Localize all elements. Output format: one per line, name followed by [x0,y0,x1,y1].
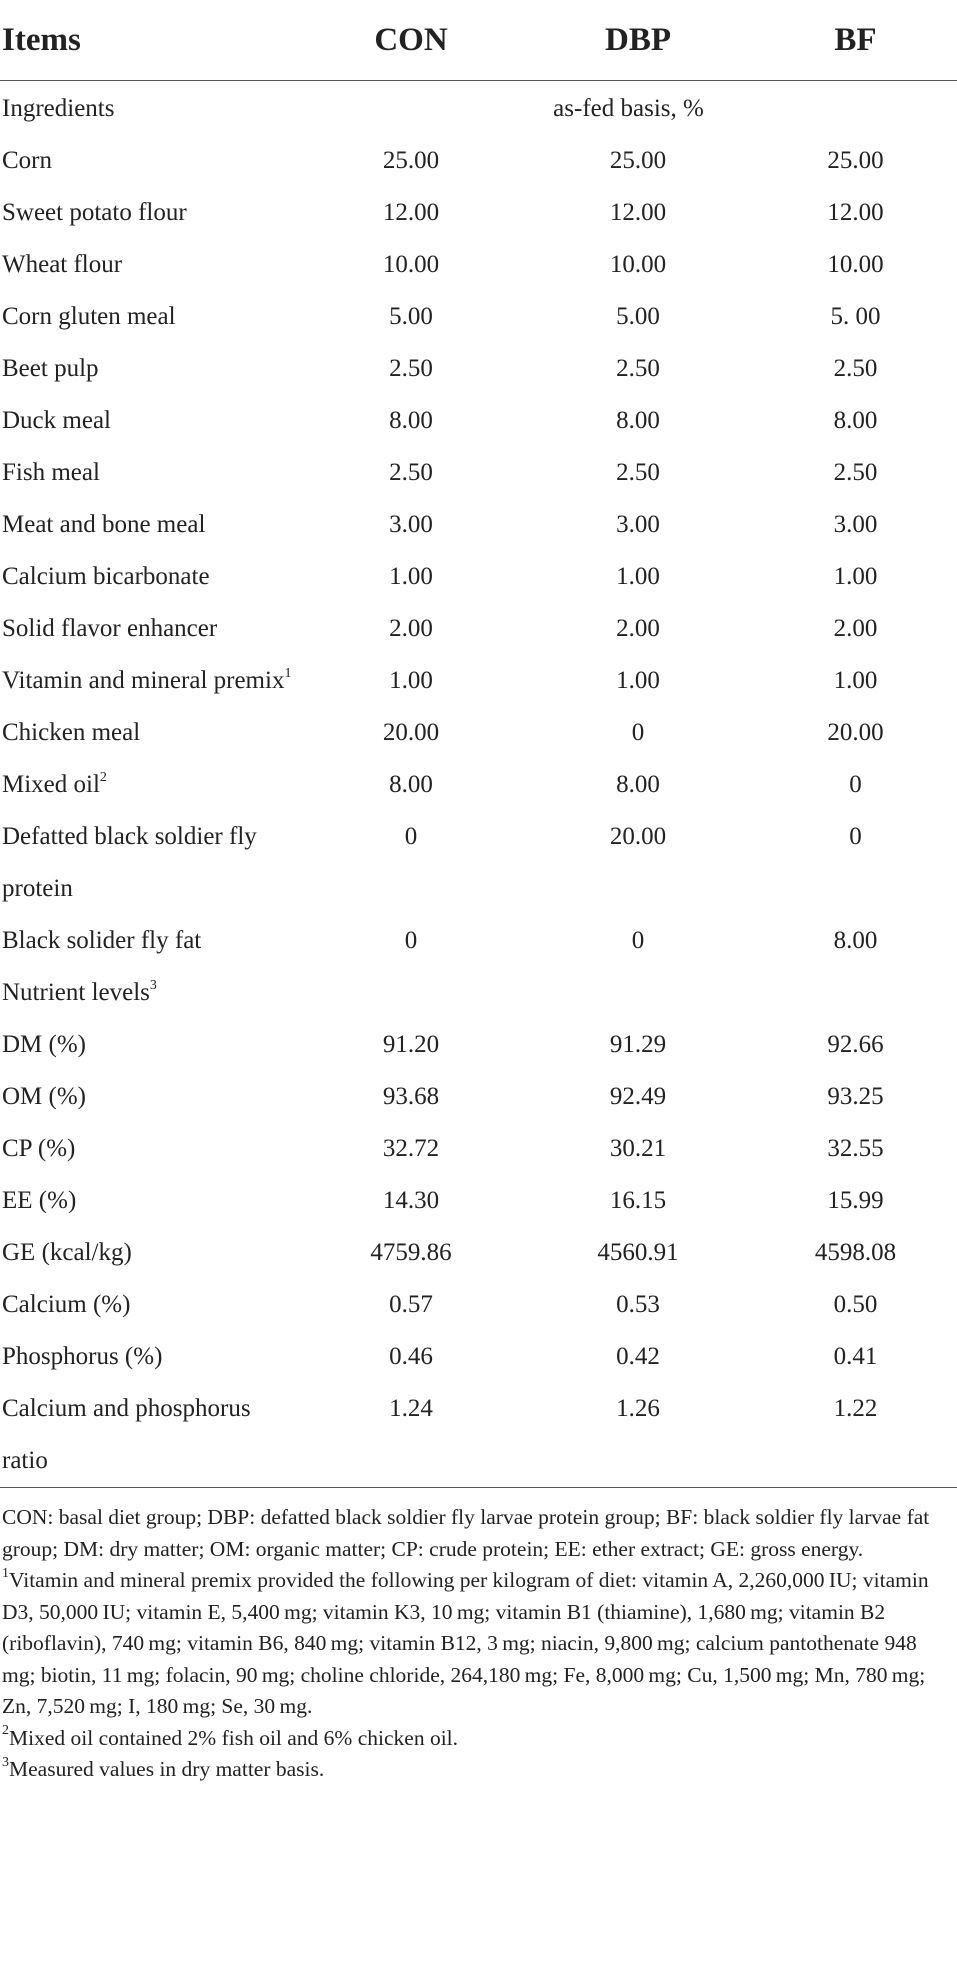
table-row [0,915,957,967]
footnote-marker: 1 [284,665,292,681]
cell-bf: 5. 00 [830,303,881,330]
row-label [0,291,300,343]
row-label-text: CP (%) [2,1135,76,1162]
cell-con: 8.00 [389,771,433,798]
row-label [0,343,300,395]
cell-dbp: 25.00 [609,147,667,174]
table-row [0,395,957,447]
row-label [0,603,300,655]
cell-bf: 92.66 [827,1031,884,1058]
footnote-3-marker: 3 [2,1754,9,1770]
footnote-2-marker: 2 [2,1723,9,1739]
table-header-row [0,0,957,81]
cell-bf: 2.50 [833,355,878,382]
cell-bf: 32.55 [827,1135,884,1162]
table-row [0,1071,957,1123]
cell-con: 3.00 [389,511,433,538]
cell-bf: 12.00 [827,199,884,226]
footnote-1 [2,1565,953,1723]
cell-con: 10.00 [382,251,440,278]
basis-label: as-fed basis, % [553,95,704,122]
cell-bf: 25.00 [827,147,884,174]
table-row [0,239,957,291]
cell-con: 2.00 [389,615,433,642]
cell-dbp: 1.00 [616,563,660,590]
table-body [0,81,957,1488]
cell-dbp: 8.00 [616,771,660,798]
row-label [0,655,300,707]
row-label [0,499,300,551]
cell-bf: 1.22 [833,1395,878,1422]
footnote-2-text: Mixed oil contained 2% fish oil and 6% chicken oil. [9,1725,459,1750]
row-label-text: Chicken meal [2,719,141,746]
table-row [0,187,957,239]
cell-con: 1.24 [389,1395,433,1422]
cell-dbp: 0 [631,927,645,954]
cell-bf: 3.00 [833,511,878,538]
row-label [0,551,300,603]
cell-bf: 8.00 [833,407,878,434]
table-row [0,343,957,395]
row-label-text: Black solider fly fat [2,927,202,954]
header-dbp: DBP [522,0,754,81]
row-label [0,1383,300,1487]
cell-con: 1.00 [389,563,433,590]
cell-con: 5.00 [389,303,433,330]
footnote-abbreviations: CON: basal diet group; DBP: defatted black soldier fly larvae protein group; BF: black soldier fly larvae fat group; DM: dry matter; OM: organic matter; CP: crude protein; EE: ether extract; GE: gross energy. [2,1505,930,1561]
cell-dbp: 12.00 [609,199,667,226]
cell-con: 12.00 [382,199,440,226]
table-row [0,1227,957,1279]
row-label-text: Phosphorus (%) [2,1343,163,1370]
cell-con: 93.68 [382,1083,440,1110]
row-label-text: Calcium bicarbonate [2,563,210,590]
section-label-ingredients: Ingredients [2,95,115,122]
footnote-marker: 3 [149,977,157,993]
row-label-text: Calcium (%) [2,1291,131,1318]
cell-dbp: 2.00 [616,615,660,642]
cell-dbp: 1.00 [616,667,660,694]
row-label-text: Vitamin and mineral premix [2,667,285,694]
cell-bf: 0 [849,823,862,850]
cell-dbp: 2.50 [616,459,660,486]
cell-bf: 4598.08 [814,1239,897,1266]
cell-dbp: 5.00 [616,303,660,330]
header-bf: BF [754,0,957,81]
footnote-3-text: Measured values in dry matter basis. [9,1757,325,1781]
cell-bf: 1.00 [833,667,878,694]
cell-dbp: 10.00 [609,251,667,278]
cell-dbp: 30.21 [609,1135,667,1162]
cell-bf: 0.41 [833,1343,878,1370]
table-row [0,1331,957,1383]
cell-dbp: 92.49 [609,1083,667,1110]
row-label-text: Solid flavor enhancer [2,615,218,642]
row-label-text: Fish meal [2,459,100,486]
table-row [0,603,957,655]
row-label-text: Beet pulp [2,355,99,382]
row-label-text: DM (%) [2,1031,87,1058]
row-label-text: Corn gluten meal [2,303,176,330]
section-row-nutrients [0,967,957,1019]
footnote-1-text: Vitamin and mineral premix provided the following per kilogram of diet: vitamin A, 2,260,000 IU; vitamin D3, 50,000 IU; vitamin E, 5,400 mg; vitamin K3, 10 mg; vitamin B1 (thiamine), 1,680 mg; vitamin B2 (riboflavin), 740 mg; vitamin B6, 840 mg; vitamin B12, 3 mg; niacin, 9,800 mg; calcium pantothenate 948 mg; biotin, 11 mg; folacin, 90 mg; choline chloride, 264,180 mg; Fe, 8,000 mg; Cu, 1,500 mg; Mn, 780 mg; Zn, 7,520 mg; I, 180 mg; Se, 30 mg. [2,1568,929,1718]
row-label [0,1019,300,1071]
cell-dbp: 0.53 [616,1291,660,1318]
table-row [0,1175,957,1227]
table-bottom-rule [0,1487,957,1488]
cell-con: 4759.86 [370,1239,452,1266]
row-label [0,1123,300,1175]
cell-con: 0 [404,823,418,850]
header-con: CON [300,0,522,81]
cell-dbp: 91.29 [609,1031,667,1058]
row-label-text: Meat and bone meal [2,511,206,538]
table-row [0,135,957,187]
cell-dbp: 2.50 [616,355,660,382]
row-label [0,395,300,447]
section-label-nutrients-text: Nutrient levels [2,979,150,1006]
cell-con: 2.50 [389,459,433,486]
cell-dbp: 3.00 [616,511,660,538]
table-row [0,291,957,343]
row-label [0,239,300,291]
cell-con: 0.57 [389,1291,433,1318]
row-label [0,759,300,811]
row-label [0,1175,300,1227]
row-label [0,1227,300,1279]
footnote-marker: 2 [99,769,107,785]
row-label-text: Corn [2,147,52,174]
table-row [0,551,957,603]
row-label [0,707,300,759]
table-row [0,1019,957,1071]
table-row [0,1279,957,1331]
row-label [0,811,300,915]
cell-con: 0.46 [389,1343,433,1370]
cell-dbp: 1.26 [616,1395,660,1422]
cell-bf: 2.00 [833,615,878,642]
section-row-ingredients [0,81,957,136]
row-label [0,447,300,499]
header-items: Items [0,0,300,81]
table-row [0,1383,957,1487]
table-row [0,759,957,811]
row-label-text: GE (kcal/kg) [2,1239,132,1266]
cell-dbp: 20.00 [609,823,667,850]
cell-dbp: 16.15 [609,1187,667,1214]
footnote-1-marker: 1 [2,1565,9,1581]
cell-bf: 93.25 [827,1083,884,1110]
row-label [0,135,300,187]
empty-cell [300,967,957,1019]
cell-con: 91.20 [382,1031,440,1058]
cell-con: 20.00 [382,719,440,746]
row-label-text: EE (%) [2,1187,77,1214]
cell-bf: 1.00 [833,563,878,590]
row-label-text: Calcium and phosphorus ratio [2,1395,251,1474]
row-label-text: Wheat flour [2,251,123,278]
row-label [0,1331,300,1383]
table-row [0,811,957,915]
row-label [0,187,300,239]
cell-bf: 0.50 [833,1291,878,1318]
table-row [0,499,957,551]
footnote-3 [2,1754,953,1786]
row-label-text: Duck meal [2,407,111,434]
row-label-text: Defatted black soldier fly protein [2,823,257,902]
cell-dbp: 8.00 [616,407,660,434]
row-label-text: OM (%) [2,1083,87,1110]
cell-bf: 10.00 [827,251,884,278]
row-label [0,915,300,967]
cell-bf: 15.99 [827,1187,884,1214]
table-row [0,1123,957,1175]
cell-con: 0 [404,927,418,954]
section-label-nutrients [0,967,300,1019]
footnote-2 [2,1723,953,1755]
cell-dbp: 0 [631,719,645,746]
cell-bf: 0 [849,771,862,798]
cell-bf: 20.00 [827,719,884,746]
cell-con: 14.30 [382,1187,440,1214]
table-footnotes [0,1488,957,1786]
table-row [0,655,957,707]
cell-con: 8.00 [389,407,433,434]
cell-dbp: 0.42 [616,1343,660,1370]
cell-dbp: 4560.91 [597,1239,679,1266]
cell-con: 1.00 [389,667,433,694]
cell-con: 25.00 [382,147,440,174]
cell-con: 32.72 [382,1135,440,1162]
cell-bf: 2.50 [833,459,878,486]
cell-bf: 8.00 [833,927,878,954]
row-label [0,1071,300,1123]
row-label [0,1279,300,1331]
table-row [0,447,957,499]
table-row [0,707,957,759]
row-label-text: Mixed oil [2,771,100,798]
cell-con: 2.50 [389,355,433,382]
row-label-text: Sweet potato flour [2,199,187,226]
